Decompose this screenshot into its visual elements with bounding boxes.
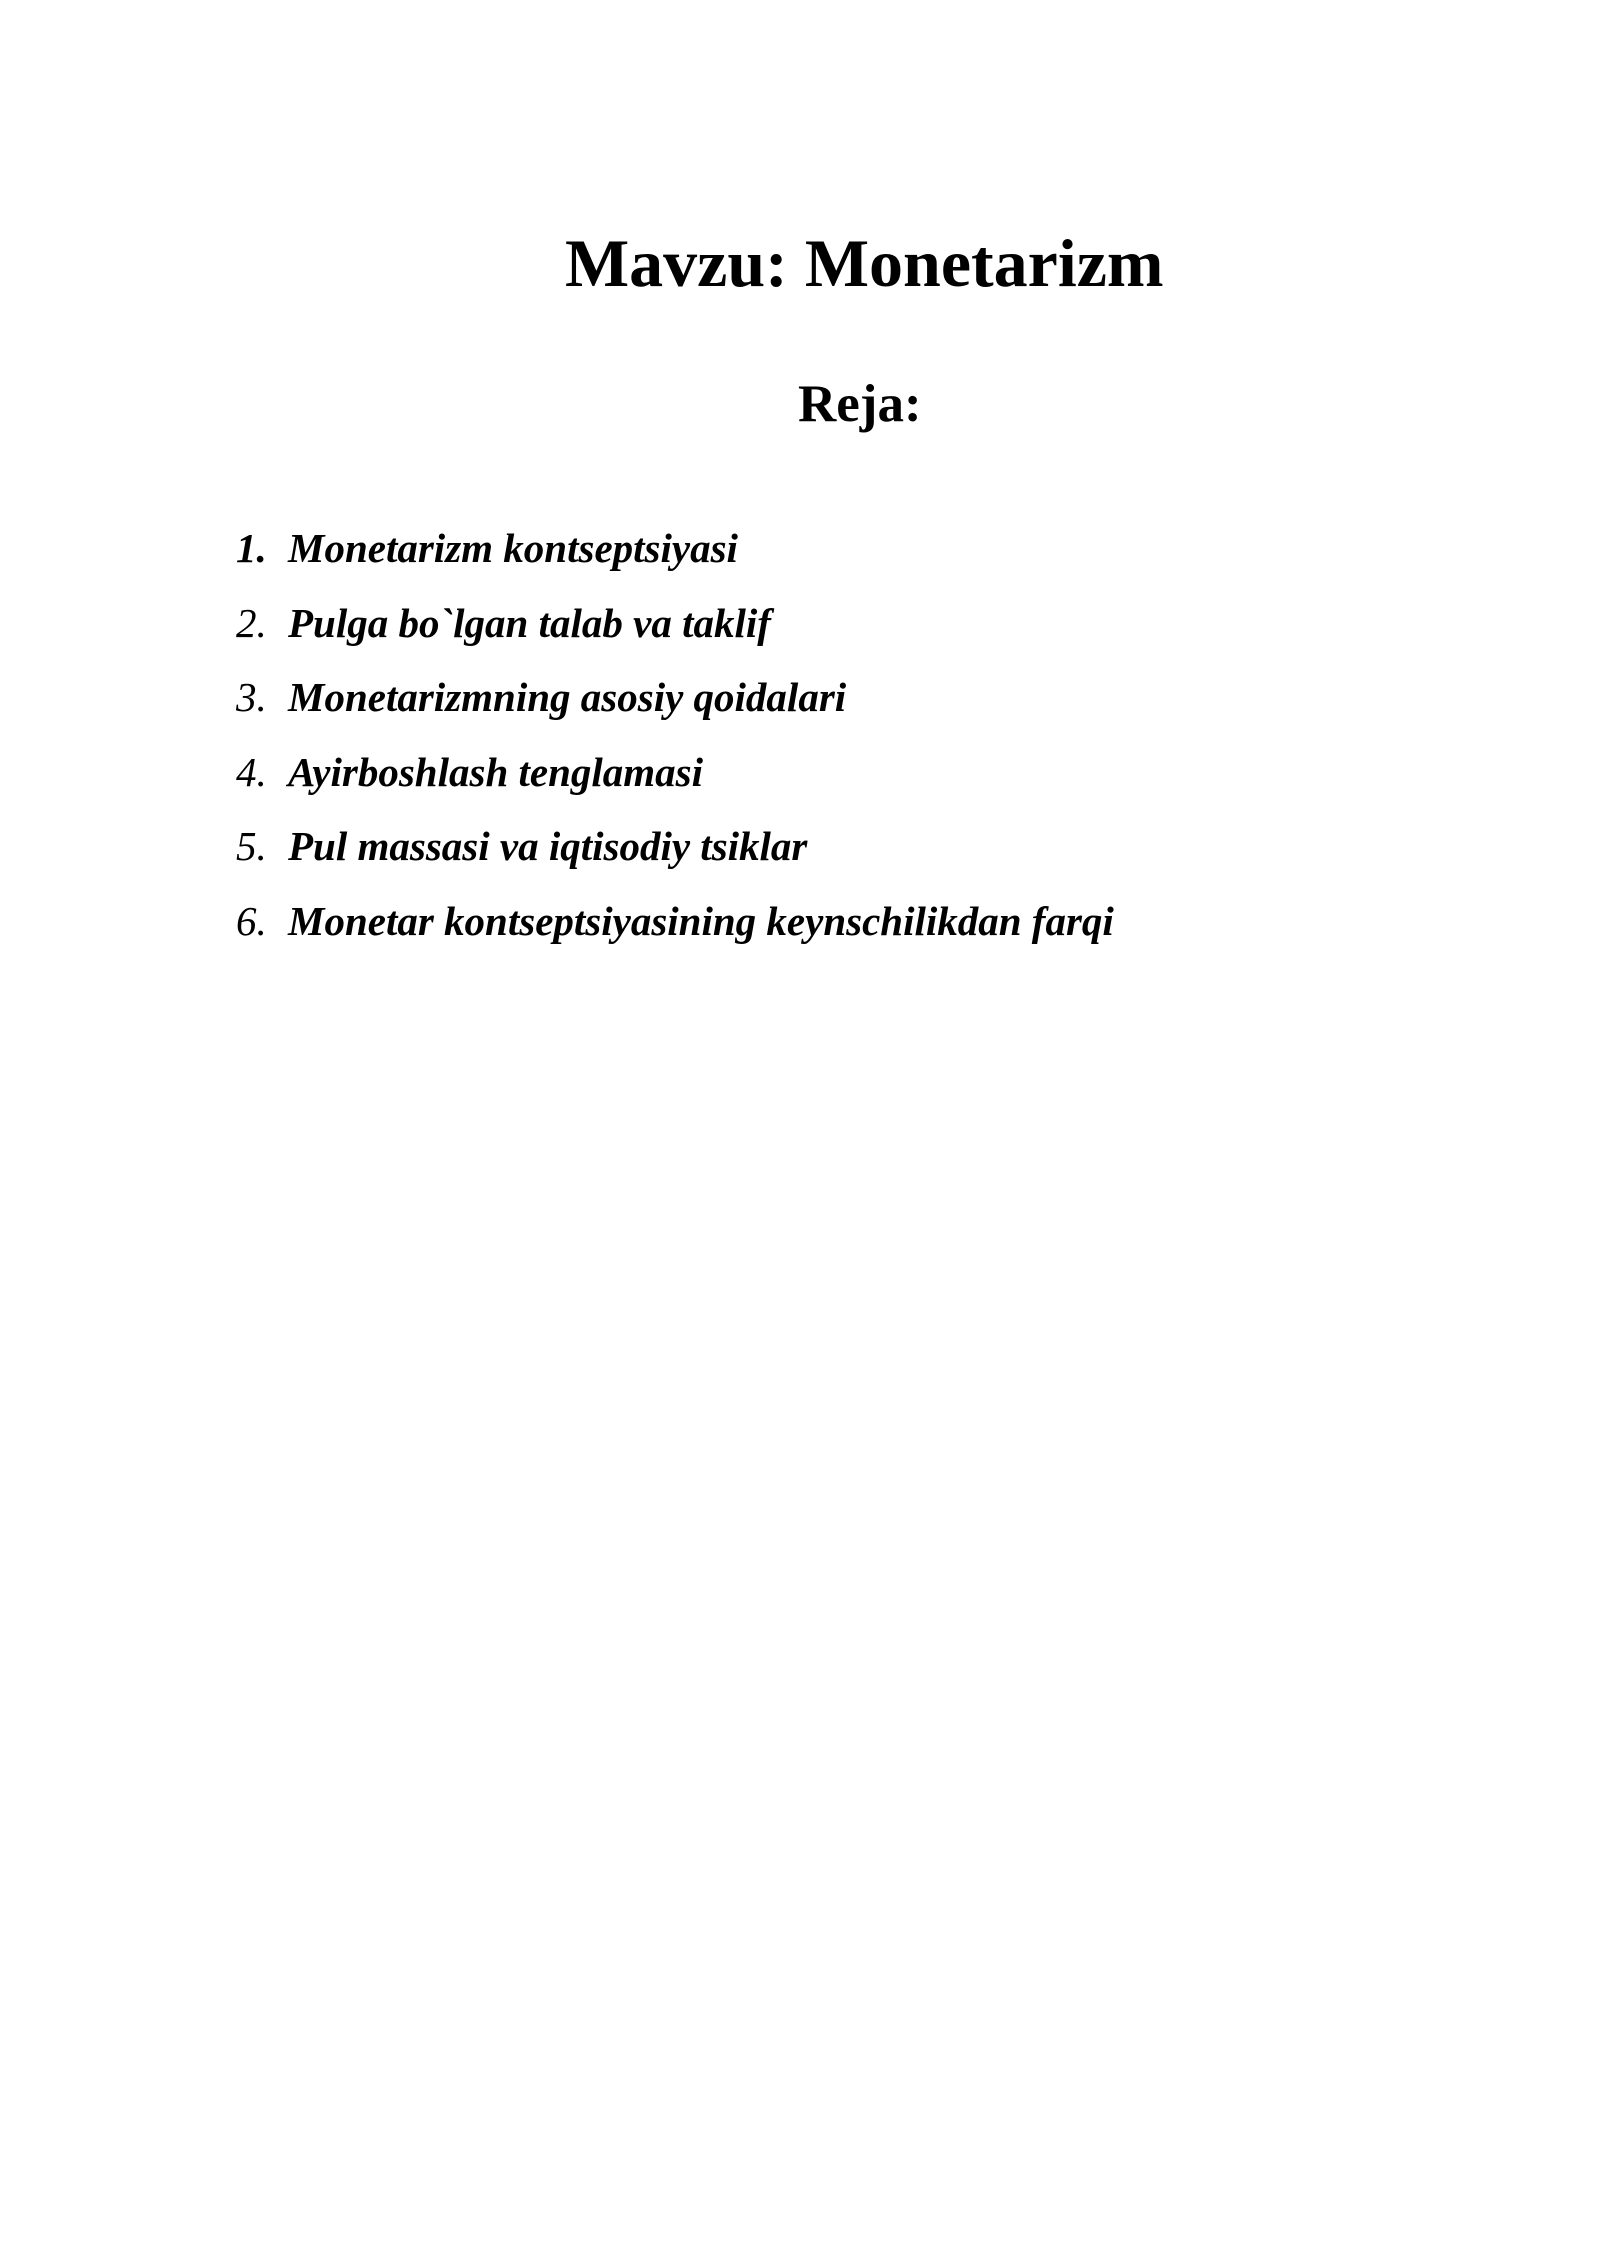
- plan-item-text: Pulga bo`lgan talab va taklif: [288, 599, 771, 646]
- plan-item-3: [236, 674, 1114, 752]
- plan-item-text: Monetar kontseptsiyasining keynschilikdan farqi: [288, 897, 1114, 944]
- plan-item-text: Pul massasi va iqtisodiy tsiklar: [288, 823, 808, 870]
- plan-item-number: 4.: [236, 748, 267, 795]
- plan-item-number: 1.: [236, 525, 267, 571]
- plan-item-number: 5.: [236, 823, 267, 870]
- plan-item-2: [236, 599, 1114, 678]
- plan-item-4: [236, 748, 1114, 827]
- plan-item-number: 3.: [236, 674, 267, 721]
- plan-item-5: [236, 823, 1114, 901]
- plan-item-number: 2.: [236, 599, 267, 646]
- plan-item-text: Monetarizm kontseptsiyasi: [288, 525, 738, 571]
- page-title: Mavzu: Monetarizm: [565, 225, 1164, 301]
- plan-item-1: [236, 525, 1114, 603]
- plan-item-text: Ayirboshlash tenglamasi: [288, 748, 704, 795]
- plan-list: [236, 525, 1114, 976]
- plan-heading: Reja:: [798, 375, 922, 433]
- plan-item-text: Monetarizmning asosiy qoidalari: [288, 674, 847, 721]
- plan-item-number: 6.: [236, 897, 267, 944]
- plan-item-6: [236, 897, 1114, 976]
